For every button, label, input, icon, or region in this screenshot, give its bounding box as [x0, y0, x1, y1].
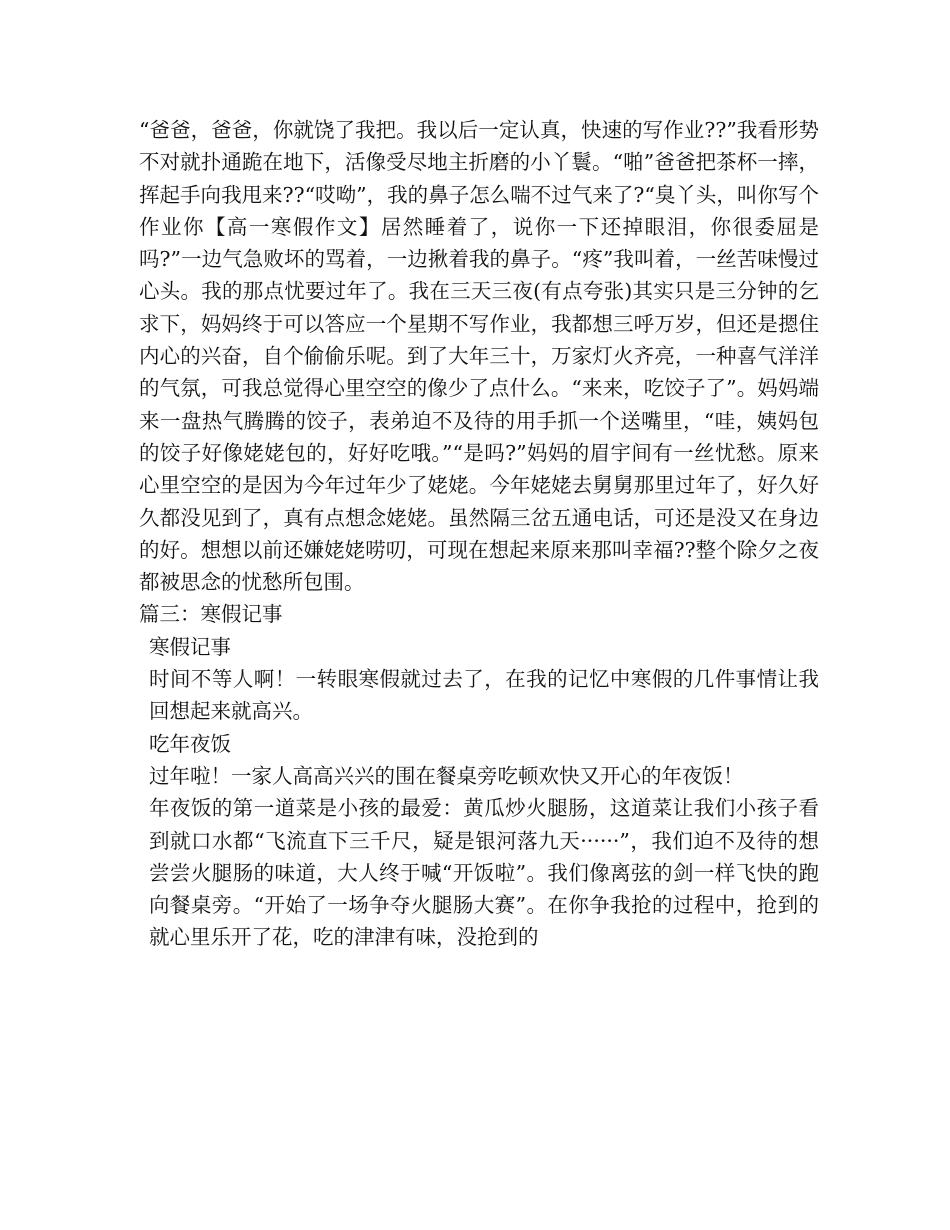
body-paragraph: 年夜饭的第一道菜是小孩的最爱：黄瓜炒火腿肠，这道菜让我们小孩子看到就口水都“飞流直下三千尺，疑是银河落九天······”，我们迫不及待的想尝尝火腿肠的味道，大人终于喊“开饭啦”。我们像离弦的剑一样飞快的跑向餐桌旁。“开始了一场争夺火腿肠大赛”。在你争我抢的过程中，抢到的就心里乐开了花，吃的津津有味，没抢到的 — [149, 796, 819, 950]
subsection-heading: 吃年夜饭 — [149, 731, 231, 756]
body-paragraph: 过年啦！一家人高高兴兴的围在餐桌旁吃顿欢快又开心的年夜饭！ — [149, 763, 744, 788]
body-paragraph: “爸爸，爸爸，你就饶了我把。我以后一定认真，快速的写作业??”我看形势不对就扑通跪在地下，活像受尽地主折磨的小丫鬟。“啪”爸爸把茶杯一摔，挥起手向我甩来??“哎呦”，我的鼻子怎么喘不过气来了?“臭丫头，叫你写个作业你【高一寒假作文】居然睡着了，说你一下还掉眼泪，你很委屈是吗?”一边气急败坏的骂着，一边揪着我的鼻子。“疼”我叫着，一丝苦味慢过心头。我的那点忧要过年了。我在三天三夜(有点夸张)其实只是三分钟的乞求下，妈妈终于可以答应一个星期不写作业，我都想三呼万岁，但还是摁住内心的兴奋，自个偷偷乐呢。到了大年三十，万家灯火齐亮，一种喜气洋洋的气氛，可我总觉得心里空空的像少了点什么。“来来，吃饺子了”。妈妈端来一盘热气腾腾的饺子，表弟迫不及待的用手抓一个送嘴里，“哇，姨妈包的饺子好像姥姥包的，好好吃哦。”“是吗?”妈妈的眉宇间有一丝忧愁。原来心里空空的是因为今年过年少了姥姥。今年姥姥去舅舅那里过年了，好久好久都没见到了，真有点想念姥姥。虽然隔三岔五通电话，可还是没又在身边的好。想想以前还嫌姥姥唠叨，可现在想起来原来那叫幸福??整个除夕之夜都被思念的忧愁所包围。 — [139, 118, 819, 595]
article-title: 寒假记事 — [149, 634, 231, 659]
document-page — [139, 114, 819, 954]
section-heading: 篇三：寒假记事 — [139, 602, 283, 627]
body-paragraph: 时间不等人啊！一转眼寒假就过去了，在我的记忆中寒假的几件事情让我回想起来就高兴。 — [149, 667, 819, 724]
